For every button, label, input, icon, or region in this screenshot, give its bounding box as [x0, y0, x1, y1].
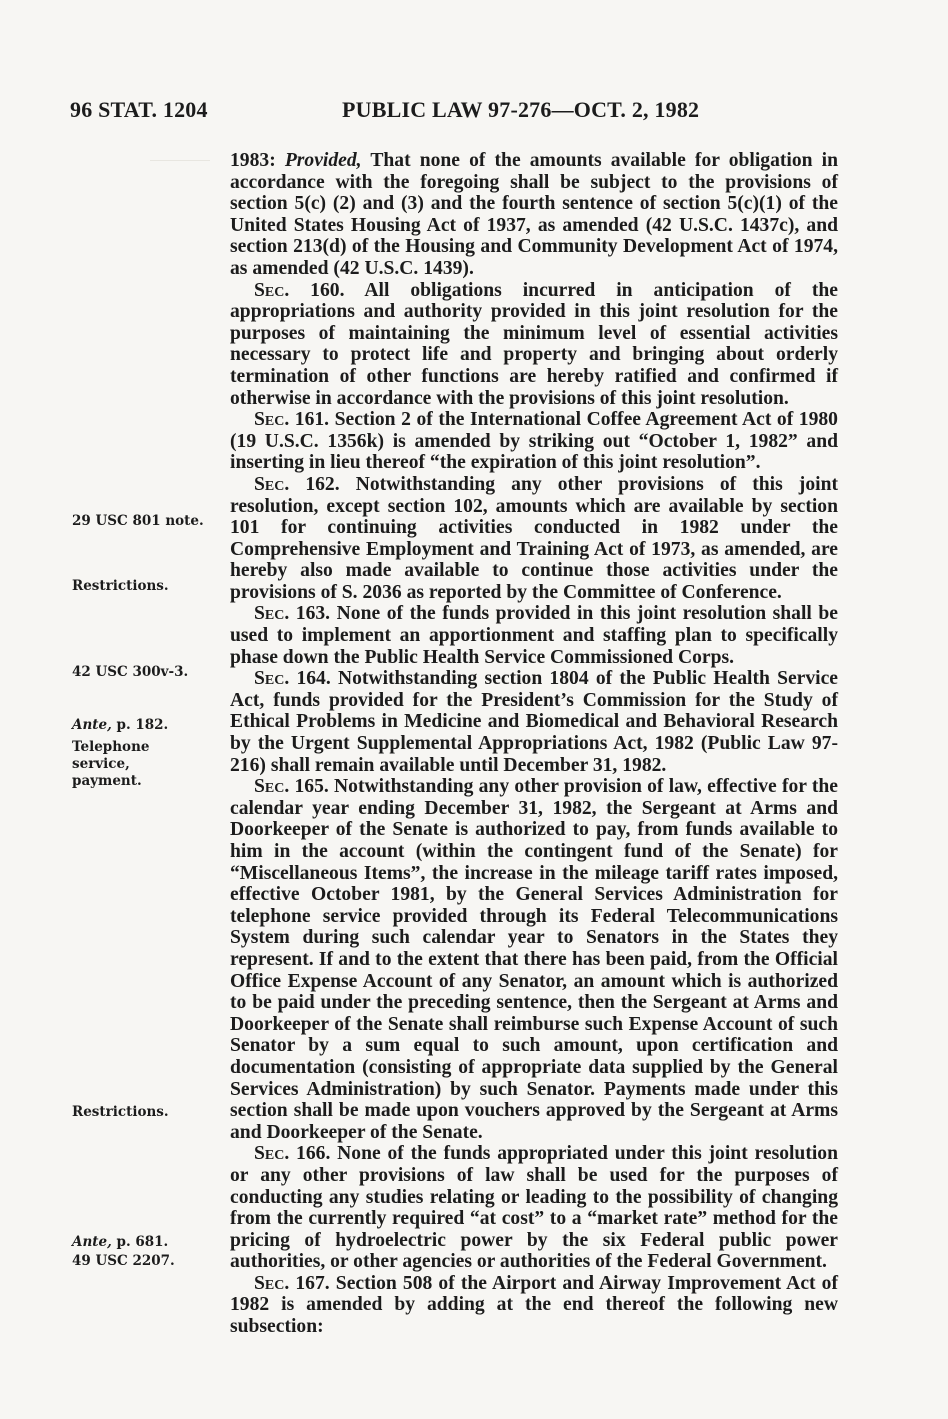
- section-text: None of the funds appropriated under this joint resolution or any other provisions of law shall be used for the purposes of conducting any studies relating or leading to the possibility of changing from the currently required “at cost” to a “market rate” method for the pricing of hydroelectric power by the six Federal public power authorities, or other agencies or authorities of the Federal Government.: [230, 1143, 838, 1273]
- section-164: [230, 668, 838, 776]
- year-text: 1983:: [230, 150, 285, 171]
- margin-note-restrictions-1: Restrictions.: [72, 578, 169, 594]
- section-text: Notwithstanding any other provision of law, effective for the calendar year ending December 31, 1982, the Sergeant at Arms and Doorkeeper of the Senate is authorized to pay, from funds available to him in the account (within the contingent fund of the Senate) for “Miscellaneous Items”, the increase in the mileage tariff rates imposed, effective October 1981, by the General Services Administration for telephone service provided through its Federal Telecommunications System during such calendar year to Senators in the States they represent. If and to the extent that there has been paid, from the Official Office Expense Account of any Senator, an amount which is authorized to be paid under the preceding sentence, then the Sergeant at Arms and Doorkeeper of the Senate shall reimburse such Expense Account of such Senator by a sum equal to such amount, upon certification and documentation (consisting of appropriate data supplied by the General Services Administration) by such Senator. Payments made under this section shall be made upon vouchers approved by the Sergeant at Arms and Doorkeeper of the Senate.: [230, 776, 839, 1143]
- section-label: Sec. 161.: [254, 409, 330, 431]
- section-text: Section 2 of the International Coffee Agreement Act of 1980 (19 U.S.C. 1356k) is amended by striking out “October 1, 1982” and inserting in lieu thereof “the expiration of this joint resolution”.: [230, 409, 838, 474]
- page-header: [70, 97, 840, 127]
- margin-note-42-usc: 42 USC 300v-3.: [72, 664, 189, 680]
- continuation-text: That none of the amounts available for obligation in accordance with the foregoing shall be subject to the provisions of section 5(c) (2) and (3) and the fourth sentence of section 5(c)(1) of the United States Housing Act of 1937, as amended (42 U.S.C. 1437c), and section 213(d) of the Housing and Community Development Act of 1974, as amended (42 U.S.C. 1439).: [230, 150, 838, 279]
- section-167: [230, 1273, 838, 1338]
- margin-note-ante-182: [72, 717, 212, 734]
- public-law-title: PUBLIC LAW 97-276—OCT. 2, 1982: [342, 97, 700, 122]
- section-165: [230, 776, 838, 1143]
- ante-italic: Ante,: [72, 717, 112, 733]
- section-label: Sec. 160.: [254, 279, 345, 301]
- body-text: [230, 150, 838, 1338]
- margin-note-ante-681: [72, 1234, 212, 1251]
- section-text: Section 508 of the Airport and Airway Improvement Act of 1982 is amended by adding at the end thereof the following new subsection:: [230, 1272, 838, 1338]
- margin-note-29-usc: 29 USC 801 note.: [72, 513, 204, 529]
- section-text: None of the funds provided in this joint resolution shall be used to implement an apportionment and staffing plan to specifically phase down the Public Health Service Commissioned Corps.: [230, 603, 838, 668]
- paragraph-continuation: [230, 150, 838, 280]
- ante-italic: Ante,: [72, 1234, 112, 1250]
- section-161: [230, 409, 838, 474]
- section-text: Notwithstanding section 1804 of the Public Health Service Act, funds provided for the President’s Commission for the Study of Ethical Problems in Medicine and Biomedical and Behavioral Research by the Urgent Supplemental Appropriations Act, 1982 (Public Law 97-216) shall remain available until December 31, 1982.: [230, 668, 838, 776]
- margin-note-49-usc: 49 USC 2207.: [72, 1253, 175, 1269]
- section-label: Sec. 162.: [254, 473, 340, 495]
- section-160: [230, 280, 838, 410]
- margin-note-telephone: Telephone service, payment.: [72, 739, 150, 789]
- section-label: Sec. 164.: [254, 668, 331, 690]
- section-166: [230, 1143, 838, 1273]
- margin-note-restrictions-2: Restrictions.: [72, 1104, 169, 1120]
- section-163: [230, 603, 838, 668]
- provided-italic: Provided,: [284, 150, 362, 171]
- section-label: Sec. 166.: [254, 1143, 331, 1165]
- section-label: Sec. 167.: [254, 1272, 330, 1294]
- section-label: Sec. 165.: [254, 776, 329, 798]
- section-162: [230, 474, 838, 604]
- bleed-through: [150, 160, 210, 201]
- statute-page-number: 96 STAT. 1204: [70, 97, 208, 122]
- ante-page: p. 681.: [111, 1234, 169, 1250]
- section-text: All obligations incurred in anticipation of the appropriations and authority provided in this joint resolution for the purposes of maintaining the minimum level of essential activities necessary to protect life and property and bringing about orderly termination of other functions are hereby ratified and confirmed if otherwise in accordance with the provisions of this joint resolution.: [230, 279, 839, 409]
- ante-page: p. 182.: [111, 717, 169, 733]
- section-label: Sec. 163.: [254, 603, 331, 625]
- section-text: Notwithstanding any other provisions of this joint resolution, except section 102, amounts which are available by section 101 for continuing activities conducted in 1982 under the Comprehensive Employment and Training Act of 1973, as amended, are hereby also made available to continue those activities under the provisions of S. 2036 as reported by the Committee of Conference.: [230, 473, 838, 603]
